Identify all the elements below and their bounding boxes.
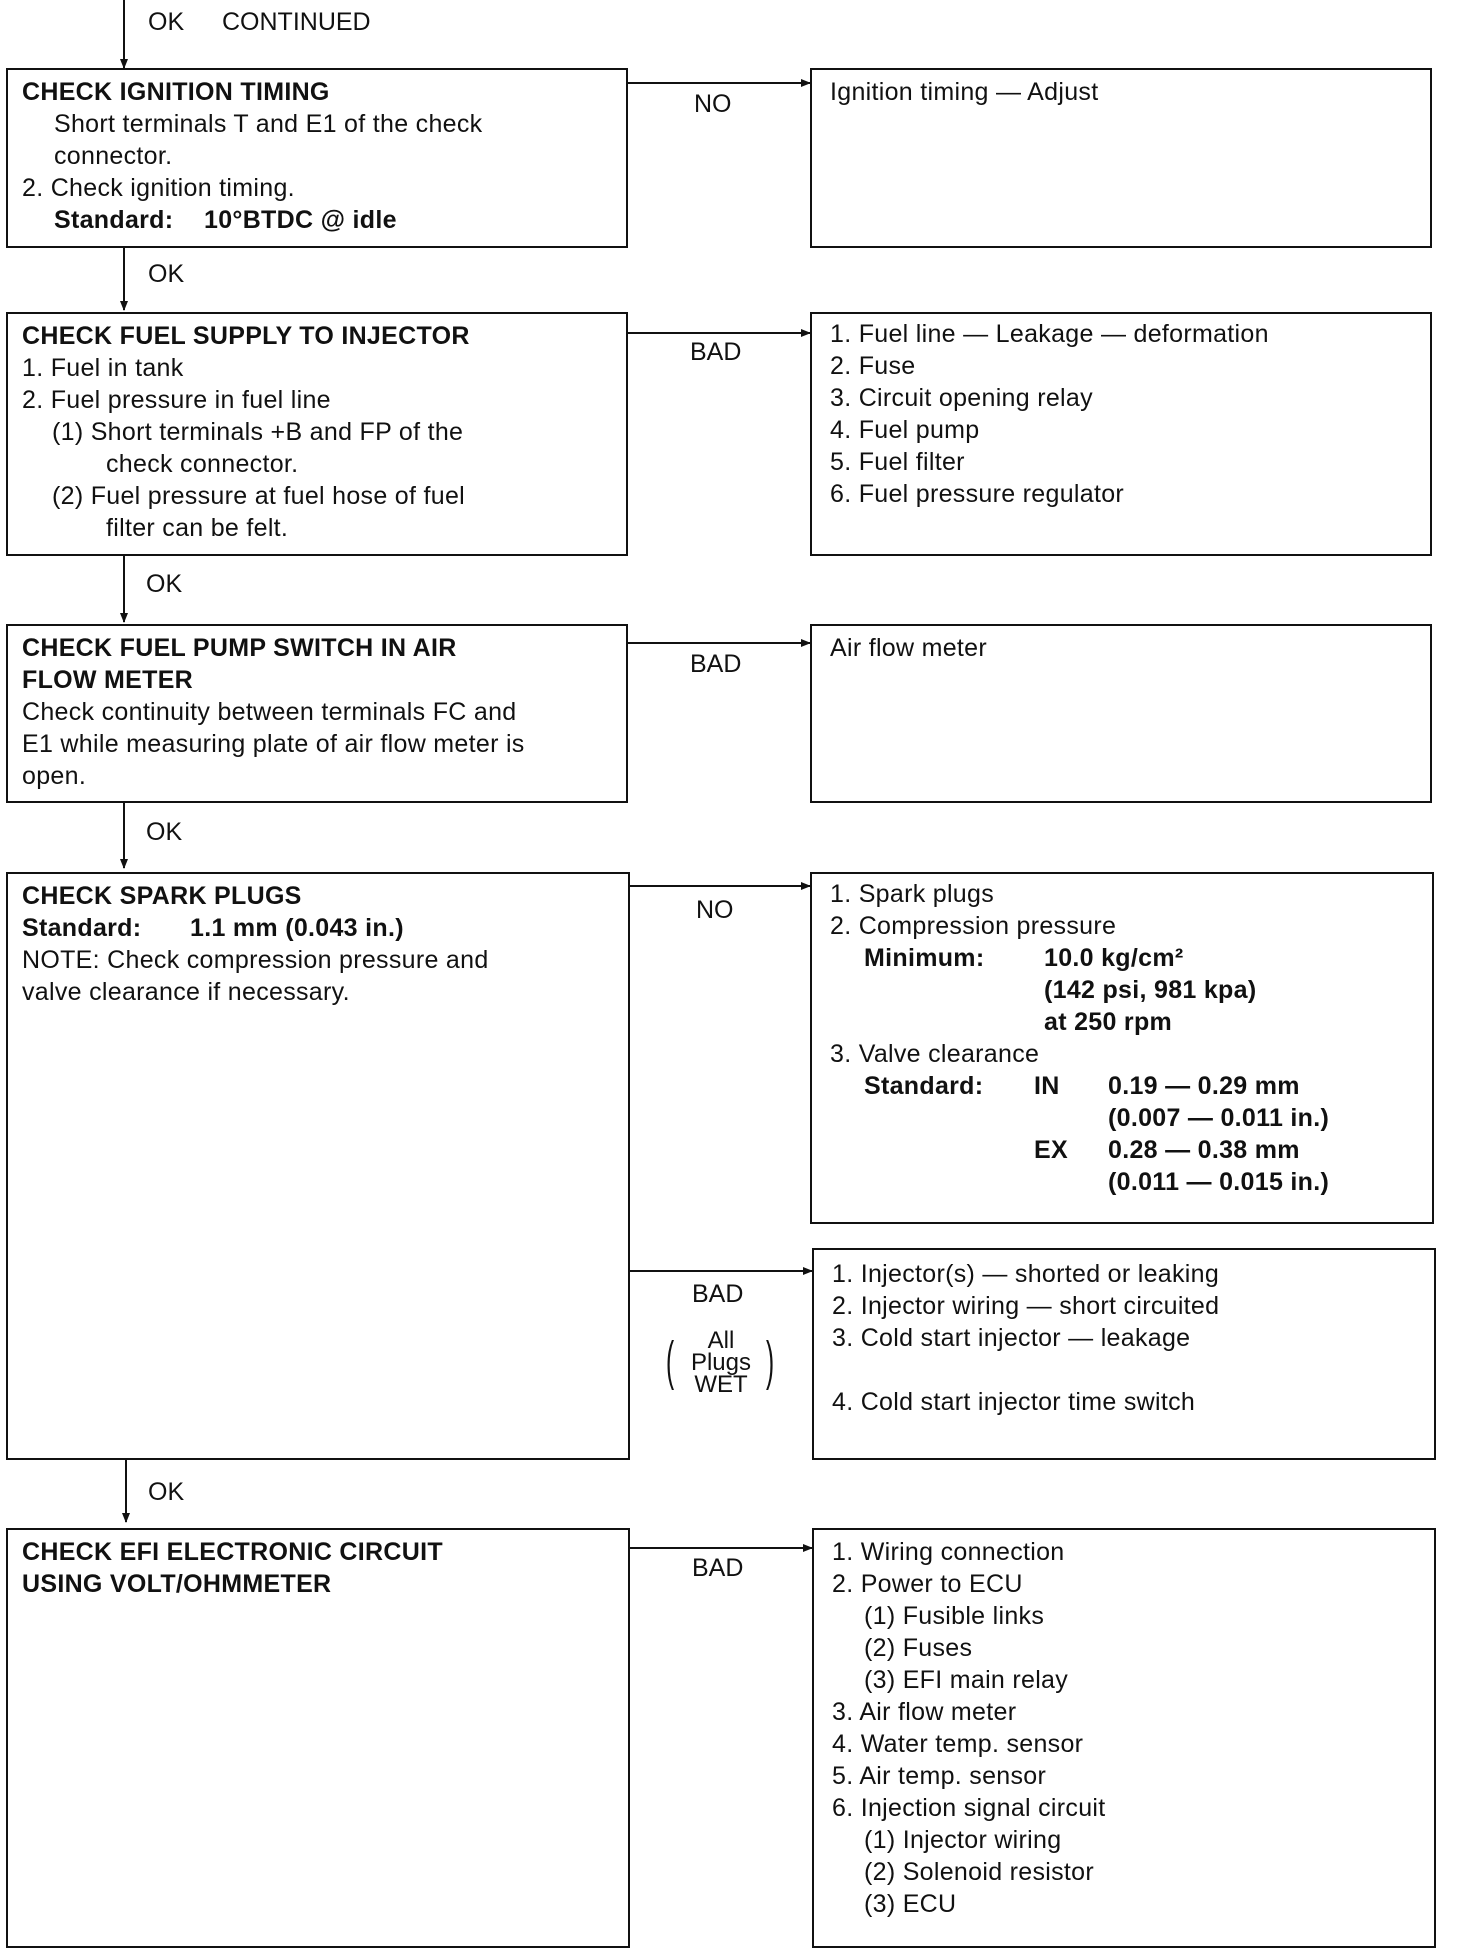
step-line: E1 while measuring plate of air flow meter is — [22, 730, 525, 758]
step-line: check connector. — [106, 450, 299, 478]
step-line: (1) Short terminals +B and FP of the — [52, 418, 464, 446]
note-line: WET — [694, 1371, 748, 1398]
result-subitem: (1) Injector wiring — [864, 1826, 1062, 1854]
standard-label: Standard: — [54, 206, 174, 234]
step-title: CHECK EFI ELECTRONIC CIRCUIT — [22, 1538, 443, 1566]
branch-bad-label-2: BAD — [692, 1280, 744, 1308]
paren-right: ) — [766, 1331, 775, 1391]
standard-value: 1.1 mm (0.043 in.) — [190, 914, 404, 942]
valve-in-value: (0.007 — 0.011 in.) — [1108, 1104, 1330, 1132]
step-spark-plugs-box — [6, 872, 630, 1460]
result-item: 4. Water temp. sensor — [832, 1730, 1084, 1758]
result-item: 2. Power to ECU — [832, 1570, 1023, 1598]
valve-ex-value: 0.28 — 0.38 mm — [1108, 1136, 1300, 1164]
note-line: All — [707, 1327, 735, 1354]
standard-label: Standard: — [22, 914, 142, 942]
minimum-value: (142 psi, 981 kpa) — [1044, 976, 1257, 1004]
step-line: Short terminals T and E1 of the check — [54, 110, 483, 138]
step-line: Check continuity between terminals FC and — [22, 698, 517, 726]
valve-ex-label: EX — [1034, 1136, 1068, 1164]
top-ok-label: OK — [148, 8, 185, 36]
branch-bad-label: BAD — [690, 650, 742, 678]
result-item: 5. Air temp. sensor — [832, 1762, 1047, 1790]
result-item: 4. Fuel pump — [830, 416, 980, 444]
ok-label-4: OK — [148, 1478, 185, 1506]
ok-label-1: OK — [148, 260, 185, 288]
step-line: 1. Fuel in tank — [22, 354, 184, 382]
paren-left: ( — [666, 1331, 675, 1391]
result-subitem: (2) Solenoid resistor — [864, 1858, 1095, 1886]
result-item: Ignition timing — Adjust — [830, 78, 1099, 106]
result-subitem: (3) ECU — [864, 1890, 957, 1918]
branch-no-label: NO — [696, 896, 734, 924]
valve-in-label: IN — [1034, 1072, 1060, 1100]
minimum-value: at 250 rpm — [1044, 1008, 1173, 1036]
result-item: 1. Fuel line — Leakage — deformation — [830, 320, 1269, 348]
step-title: CHECK FUEL PUMP SWITCH IN AIR — [22, 634, 457, 662]
standard-value: 10°BTDC @ idle — [204, 206, 397, 234]
step-title-cont: FLOW METER — [22, 666, 194, 694]
minimum-value: 10.0 kg/cm² — [1044, 944, 1184, 972]
note-line: NOTE: Check compression pressure and — [22, 946, 489, 974]
result-item: 3. Circuit opening relay — [830, 384, 1093, 412]
step-title: CHECK SPARK PLUGS — [22, 882, 302, 910]
result-subitem: (2) Fuses — [864, 1634, 973, 1662]
result-item: Air flow meter — [830, 634, 988, 662]
minimum-label: Minimum: — [864, 944, 985, 972]
result-ignition-box — [810, 68, 1432, 248]
ok-label-3: OK — [146, 818, 183, 846]
all-plugs-wet-note — [686, 1327, 756, 1398]
result-item: 6. Injection signal circuit — [832, 1794, 1106, 1822]
branch-bad-label: BAD — [690, 338, 742, 366]
result-item: 1. Spark plugs — [830, 880, 995, 908]
result-item: 5. Fuel filter — [830, 448, 965, 476]
step-title: CHECK FUEL SUPPLY TO INJECTOR — [22, 322, 470, 350]
result-item: 2. Injector wiring — short circuited — [832, 1292, 1220, 1320]
result-item: 1. Injector(s) — shorted or leaking — [832, 1260, 1220, 1288]
note-line: valve clearance if necessary. — [22, 978, 350, 1006]
valve-ex-value: (0.011 — 0.015 in.) — [1108, 1168, 1330, 1196]
result-subitem: (1) Fusible links — [864, 1602, 1045, 1630]
step-title: CHECK IGNITION TIMING — [22, 78, 330, 106]
result-item: 6. Fuel pressure regulator — [830, 480, 1125, 508]
note-line: Plugs — [690, 1349, 752, 1376]
step-ignition-timing-box — [6, 68, 628, 248]
step-title-cont: USING VOLT/OHMMETER — [22, 1570, 332, 1598]
result-item: 2. Fuse — [830, 352, 916, 380]
step-line: 2. Fuel pressure in fuel line — [22, 386, 331, 414]
result-subitem: (3) EFI main relay — [864, 1666, 1069, 1694]
step-line: (2) Fuel pressure at fuel hose of fuel — [52, 482, 465, 510]
result-injector-box — [812, 1248, 1436, 1460]
step-fuel-pump-switch-box — [6, 624, 628, 803]
result-item: 1. Wiring connection — [832, 1538, 1065, 1566]
step-line: open. — [22, 762, 87, 790]
result-spark-plugs-box — [810, 872, 1434, 1224]
result-efi-box — [812, 1528, 1436, 1948]
result-fuel-supply-box — [810, 312, 1432, 556]
result-air-flow-box — [810, 624, 1432, 803]
branch-no-label: NO — [694, 90, 732, 118]
step-efi-circuit-box — [6, 1528, 630, 1948]
valve-standard-label: Standard: — [864, 1072, 984, 1100]
result-item: 3. Air flow meter — [832, 1698, 1017, 1726]
result-item: 3. Valve clearance — [830, 1040, 1040, 1068]
step-line: 2. Check ignition timing. — [22, 174, 295, 202]
step-line: connector. — [54, 142, 173, 170]
top-continued-label: CONTINUED — [222, 8, 371, 36]
step-line: filter can be felt. — [106, 514, 289, 542]
result-item: 2. Compression pressure — [830, 912, 1117, 940]
result-item: 4. Cold start injector time switch — [832, 1388, 1196, 1416]
step-fuel-supply-box — [6, 312, 628, 556]
result-item: 3. Cold start injector — leakage — [832, 1324, 1191, 1352]
valve-in-value: 0.19 — 0.29 mm — [1108, 1072, 1300, 1100]
ok-label-2: OK — [146, 570, 183, 598]
branch-bad-label: BAD — [692, 1554, 744, 1582]
